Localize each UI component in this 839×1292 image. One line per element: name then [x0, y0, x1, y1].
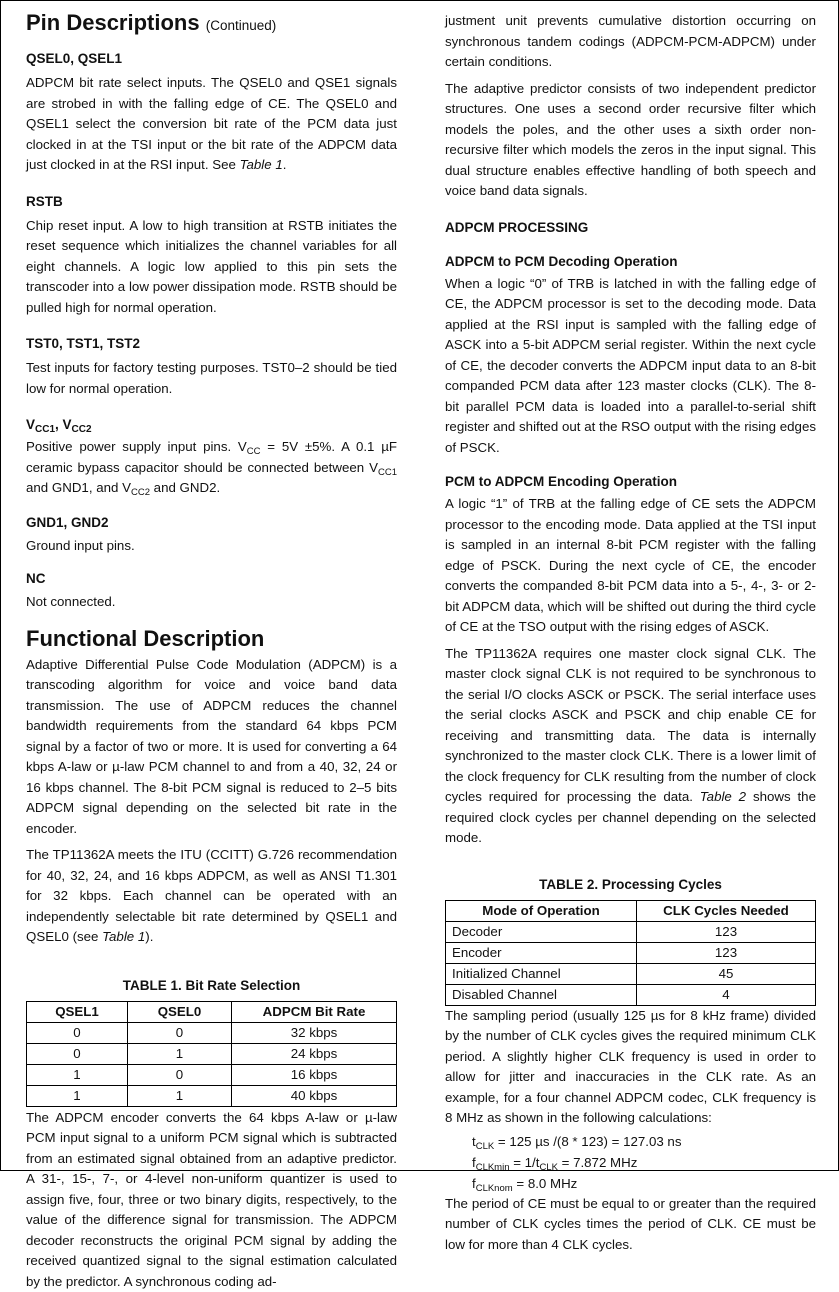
vcc-text-3: and GND1, and V: [26, 480, 131, 495]
encoding-operation-heading: PCM to ADPCM Encoding Operation: [445, 472, 816, 492]
table-cell: Decoder: [446, 921, 637, 942]
tst-description: Test inputs for factory testing purposes. TST0–2 should be tied low for normal operation.: [26, 358, 397, 399]
table-row: [27, 1043, 397, 1064]
vcc-heading-sub2: CC2: [72, 424, 92, 435]
table-row: [27, 1022, 397, 1043]
table-cell: 32 kbps: [232, 1022, 397, 1043]
qsel-heading: QSEL0, QSEL1: [26, 49, 397, 69]
table-cell: 40 kbps: [232, 1085, 397, 1106]
table-cell: 45: [637, 963, 816, 984]
formula-fclkmin-f: f: [472, 1155, 476, 1170]
table-cell: 1: [27, 1085, 128, 1106]
vcc-heading: [26, 415, 397, 435]
adaptive-predictor-description: The adaptive predictor consists of two independent predictor structures. One uses a second order recursive filter which models the poles, and the other uses a sixth order non-recursive filter which models the zeros in the input signal. This dual structure enables effective handling of both speech and voice band data signals.: [445, 79, 816, 202]
table-cell: 16 kbps: [232, 1064, 397, 1085]
continued-label: (Continued): [206, 18, 277, 33]
formula-fclkmin-sub2: CLK: [539, 1162, 557, 1173]
pin-descriptions-title-text: Pin Descriptions: [26, 10, 200, 35]
table1-header-qsel1: QSEL1: [27, 1001, 128, 1022]
table1-header-qsel0: QSEL0: [128, 1001, 232, 1022]
pin-descriptions-title: [26, 10, 397, 39]
table-cell: 1: [128, 1085, 232, 1106]
decoding-operation-description: When a logic “0” of TRB is latched in with the falling edge of CE, the ADPCM processor is set to the decoding mode. Data applied at the RSI input is sampled with the falling edge of ASCK into a 5-bit ADPCM serial register. Within the next cycle of CE, the decoder converts the ADPCM input data to an 8-bit companded PCM data after 123 master clocks (CLK). The 8-bit parallel PCM data is loaded into a parallel-to-serial shift register and shifted out at the RSO output with the rising edges of PSCK.: [445, 274, 816, 459]
table-cell: 24 kbps: [232, 1043, 397, 1064]
func-p2-text: The TP11362A meets the ITU (CCITT) G.726 recommendation for 40, 32, 24, and 16 kbps ADPCM, as well as ANSI T1.301 for 32 kbps. Each channel can be operated with an independently selectable bit rate determined by QSEL1 and QSEL0 (see: [26, 847, 397, 944]
tst-heading: TST0, TST1, TST2: [26, 334, 397, 354]
table-cell: 4: [637, 984, 816, 1005]
encoder-description: The ADPCM encoder converts the 64 kbps A-law or µ-law PCM input signal to a uniform PCM signal which is subtracted from an estimated signal obtained from an adaptive predictor. A 31-, 15-, 7-, or 4-level non-uniform quantizer is used to assign five, four, three or two binary digits, respectively, to the value of the difference signal for transmission. The ADPCM decoder reconstructs the original PCM signal by adding the received quantized signal to the signal estimation calculated by the predictor. A synchronous coding ad-: [26, 1108, 397, 1292]
table2-title: TABLE 2. Processing Cycles: [445, 875, 816, 895]
qsel-text: ADPCM bit rate select inputs. The QSEL0 and QSE1 signals are strobed in with the falling edge of CE. The QSEL0 and QSEL1 select the conversion bit rate of the PCM data just clocked in at the TSI input or the bit rate of the ADPCM data just clocked in at the RSI input. See: [26, 75, 397, 172]
qsel-end: .: [283, 157, 287, 172]
decoding-operation-heading: ADPCM to PCM Decoding Operation: [445, 252, 816, 272]
vcc-sub-cc2: CC2: [131, 487, 150, 498]
table1-header-bit-rate: ADPCM Bit Rate: [232, 1001, 397, 1022]
functional-description-p1: Adaptive Differential Pulse Code Modulation (ADPCM) is a transcoding algorithm for voice and voice band data transmission. The use of ADPCM reduces the channel bandwidth requirements from the standard 64 kbps PCM signal by a factor of two or more. It is used for converting a 64 kbps A-law or µ-law PCM channel to and from a 40, 32, 24 or 16 kbps channel. The 8-bit PCM signal is reduced to 2–5 bits ADPCM signal depending on the selected bit rate in the encoder.: [26, 655, 397, 840]
vcc-sub-cc: CC: [247, 446, 261, 457]
table-cell: 1: [128, 1043, 232, 1064]
formula-fclknom-f: f: [472, 1176, 476, 1191]
table1-reference: Table 1: [240, 157, 283, 172]
formula-tclk: [445, 1131, 816, 1152]
table-cell: 0: [128, 1064, 232, 1085]
table2-header-cycles: CLK Cycles Needed: [637, 900, 816, 921]
clk-text-end: shows the required clock cycles per channel depending on the selected mode.: [445, 789, 816, 845]
table-row: [27, 1064, 397, 1085]
table-cell: 1: [27, 1064, 128, 1085]
master-clock-description: [445, 644, 816, 849]
table-row: [446, 984, 816, 1005]
formula-fclkmin: [445, 1152, 816, 1173]
formula-fclknom: [445, 1173, 816, 1194]
table1-header-row: [27, 1001, 397, 1022]
table-cell: Initialized Channel: [446, 963, 637, 984]
table-row: [446, 942, 816, 963]
vcc-text-1: Positive power supply input pins. V: [26, 439, 247, 454]
table-cell: 0: [27, 1043, 128, 1064]
table-row: [446, 921, 816, 942]
table-cell: Encoder: [446, 942, 637, 963]
rstb-heading: RSTB: [26, 192, 397, 212]
table2-header-row: [446, 900, 816, 921]
nc-description: Not connected.: [26, 592, 397, 613]
clk-text: The TP11362A requires one master clock signal CLK. The master clock signal CLK is not required to be synchronous to the serial I/O clocks ASCK or PSCK. The serial interface uses the serial clocks ASCK and PSCK and chip enable CE for receiving and transmitting data. The data is internally synchronized to the master clock CLK. There is a lower limit of the clock frequency for CLK resulting from the number of clock cycles required for processing the data.: [445, 646, 816, 805]
table2-reference: Table 2: [700, 789, 746, 804]
gnd-description: Ground input pins.: [26, 536, 397, 557]
table-row: [446, 963, 816, 984]
vcc-heading-sep: , V: [55, 417, 72, 432]
coding-adjustment-continued: justment unit prevents cumulative distortion occurring on synchronous tandem codings (ADPCM-PCM-ADPCM) under certain conditions.: [445, 11, 816, 73]
vcc-sub-cc1: CC1: [378, 467, 397, 478]
sampling-period-description: The sampling period (usually 125 µs for 8 kHz frame) divided by the number of CLK cycles gives the required minimum CLK period. A slightly higher CLK frequency is used in order to allow for jitter and inaccuracies in the CLK rate. As an example, for a four channel ADPCM codec, CLK frequency is 8 MHz as shown in the following calculations:: [445, 1006, 816, 1129]
table-row: [27, 1085, 397, 1106]
nc-heading: NC: [26, 569, 397, 589]
vcc-text-2: = 5V ±5%. A 0.1 µF ceramic bypass capacitor should be connected between V: [26, 439, 397, 475]
formula-fclkmin-value: = 7.872 MHz: [558, 1155, 637, 1170]
vcc-heading-v: V: [26, 417, 35, 432]
vcc-heading-sub1: CC1: [35, 424, 55, 435]
table-cell: Disabled Channel: [446, 984, 637, 1005]
table-cell: 0: [27, 1022, 128, 1043]
left-column: [26, 1, 397, 1292]
right-column: [445, 1, 816, 1255]
table2-processing-cycles: [445, 900, 816, 1006]
formula-tclk-value: = 125 µs /(8 * 123) = 127.03 ns: [494, 1134, 681, 1149]
adpcm-processing-heading: ADPCM PROCESSING: [445, 218, 816, 238]
formula-fclkmin-sub: CLKmin: [476, 1162, 510, 1173]
formula-fclkmin-mid: = 1/t: [510, 1155, 540, 1170]
table-cell: 123: [637, 921, 816, 942]
formula-fclknom-value: = 8.0 MHz: [513, 1176, 578, 1191]
gnd-heading: GND1, GND2: [26, 513, 397, 533]
table1-bit-rate-selection: [26, 1001, 397, 1107]
functional-description-title: Functional Description: [26, 626, 397, 652]
table2-header-mode: Mode of Operation: [446, 900, 637, 921]
func-p2-end: ).: [145, 929, 153, 944]
vcc-text-4: and GND2.: [150, 480, 220, 495]
table-cell: 123: [637, 942, 816, 963]
table1-title: TABLE 1. Bit Rate Selection: [26, 976, 397, 996]
formula-tclk-sub: CLK: [476, 1141, 494, 1152]
encoding-operation-description: A logic “1” of TRB at the falling edge of CE sets the ADPCM processor to the encoding mode. Data applied at the TSI input is sampled in an internal 8-bit PCM register with the falling edge of PSCK. During the next cycle of CE, the encoder converts the companded 8-bit PCM data into a 5-, 4-, 3- or 2-bit ADPCM data, which will be shifted out during the third cycle of CE at the TSO output with the rising edges of ASCK.: [445, 494, 816, 638]
rstb-description: Chip reset input. A low to high transition at RSTB initiates the reset sequence which initializes the channel variables for all eight channels. A logic low applied to this pin sets the transcoder into a low power dissipation mode. RSTB should be pulled high for normal operation.: [26, 216, 397, 319]
vcc-description: [26, 437, 397, 499]
functional-description-p2: [26, 845, 397, 948]
qsel-description: [26, 73, 397, 176]
formula-tclk-t: t: [472, 1134, 476, 1149]
table-cell: 0: [128, 1022, 232, 1043]
formula-fclknom-sub: CLKnom: [476, 1183, 513, 1194]
ce-period-description: The period of CE must be equal to or greater than the required number of CLK cycles times the period of CLK. CE must be low for more than 4 CLK cycles.: [445, 1194, 816, 1256]
table1-reference-2: Table 1: [102, 929, 145, 944]
